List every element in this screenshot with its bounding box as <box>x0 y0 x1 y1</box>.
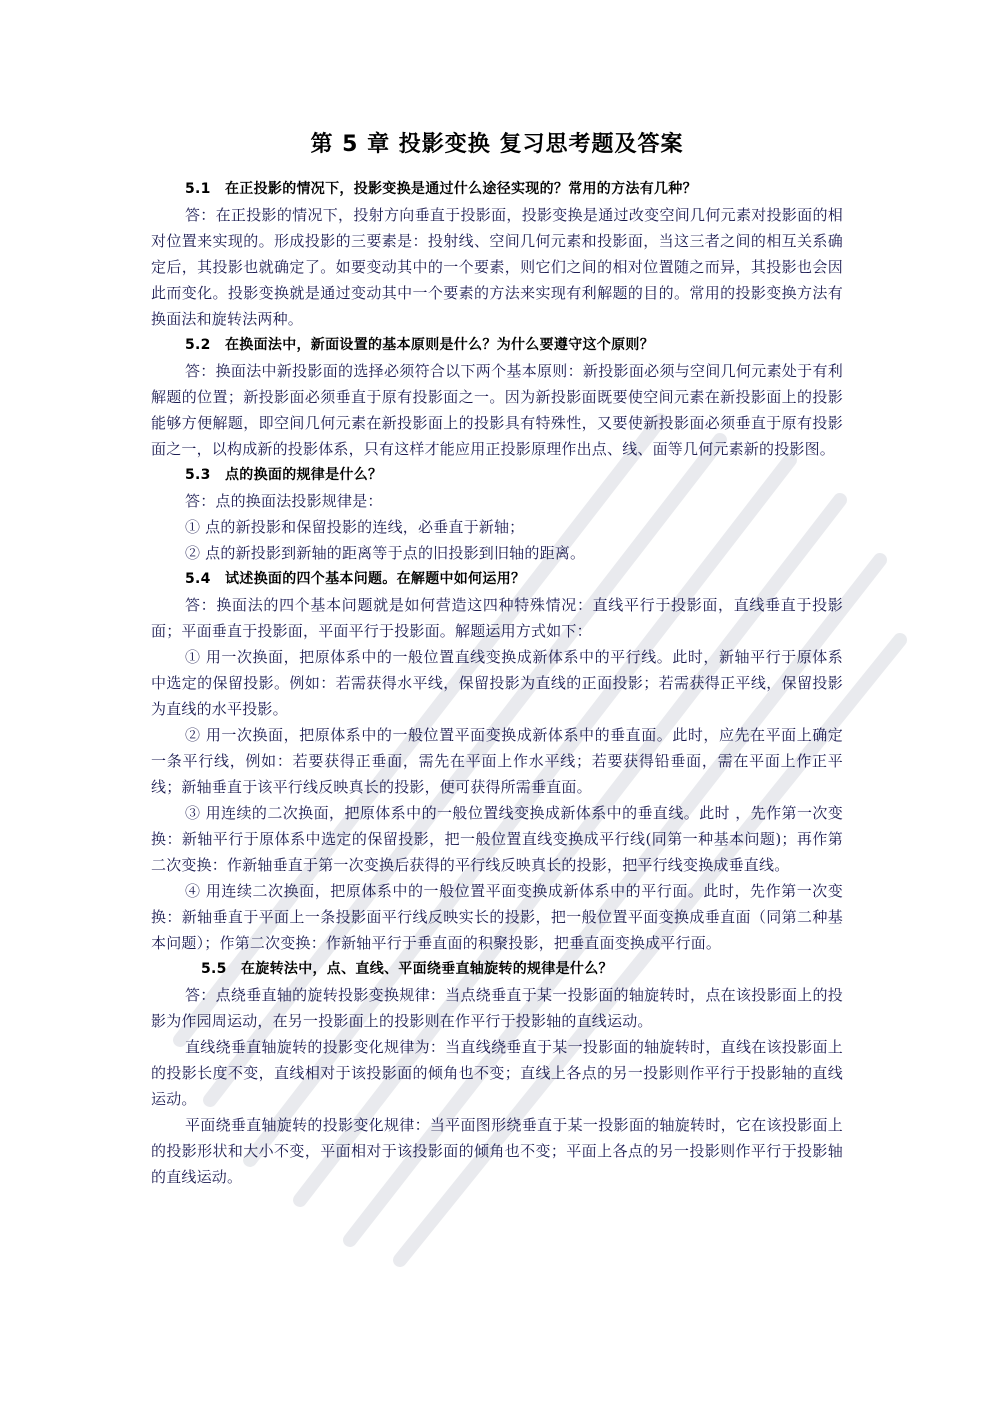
answer-list-item: ② 用一次换面，把原体系中的一般位置平面变换成新体系中的垂直面。此时，应先在平面上确定一条平行线，例如：若要获得正垂面，需先在平面上作水平线；若要获得铅垂面，需在平面上作正平线；新轴垂直于该平行线反映真长的投影，便可获得所需垂直面。 <box>151 726 843 796</box>
answer-paragraph: 答：点绕垂直轴的旋转投影变换规律：当点绕垂直于某一投影面的轴旋转时，点在该投影面上的投影为作园周运动，在另一投影面上的投影则在作平行于投影轴的直线运动。 <box>151 986 843 1030</box>
section-5-2 <box>151 332 843 462</box>
section-5-4 <box>151 566 843 956</box>
answer-paragraph: 答：换面法的四个基本问题就是如何营造这四种特殊情况：直线平行于投影面，直线垂直于投影面；平面垂直于投影面，平面平行于投影面。解题运用方式如下： <box>151 596 843 640</box>
question-heading: 5.3 点的换面的规律是什么？ <box>185 467 383 483</box>
question-heading: 5.1 在正投影的情况下，投影变换是通过什么途径实现的？常用的方法有几种？ <box>185 181 697 197</box>
question-heading: 5.2 在换面法中，新面设置的基本原则是什么？为什么要遵守这个原则？ <box>185 337 654 353</box>
answer-list-item: ① 用一次换面，把原体系中的一般位置直线变换成新体系中的平行线。此时，新轴平行于原体系中选定的保留投影。例如：若需获得水平线，保留投影为直线的正面投影；若需获得正平线，保留投影为直线的水平投影。 <box>151 648 843 718</box>
section-5-3 <box>151 462 843 566</box>
page-title: 第 5 章 投影变换 复习思考题及答案 <box>310 132 684 157</box>
answer-paragraph: 平面绕垂直轴旋转的投影变化规律：当平面图形绕垂直于某一投影面的轴旋转时，它在该投影面上的投影形状和大小不变，平面相对于该投影面的倾角也不变；平面上各点的另一投影则作平行于投影轴的直线运动。 <box>151 1116 843 1186</box>
document-page <box>151 128 843 1190</box>
answer-list-item: ② 点的新投影到新轴的距离等于点的旧投影到旧轴的距离。 <box>185 544 586 562</box>
question-heading: 5.5 在旋转法中，点、直线、平面绕垂直轴旋转的规律是什么？ <box>201 961 613 977</box>
answer-list-item: ③ 用连续的二次换面，把原体系中的一般位置线变换成新体系中的垂直线。此时 ，先作第一次变换：新轴平行于原体系中选定的保留投影，把一般位置直线变换成平行线(同第一种基本问题)；再作第二次变换：作新轴垂直于第一次变换后获得的平行线反映真长的投影，把平行线变换成垂直线。 <box>151 804 843 874</box>
section-5-5 <box>151 956 843 1190</box>
answer-paragraph: 答：点的换面法投影规律是： <box>185 492 383 510</box>
answer-list-item: ④ 用连续二次换面，把原体系中的一般位置平面变换成新体系中的平行面。此时，先作第一次变换：新轴垂直于平面上一条投影面平行线反映实长的投影，把一般位置平面变换成垂直面（同第二种基本问题）；作第二次变换：作新轴平行于垂直面的积聚投影，把垂直面变换成平行面。 <box>151 882 843 952</box>
answer-paragraph: 答：在正投影的情况下，投射方向垂直于投影面，投影变换是通过改变空间几何元素对投影面的相对位置来实现的。形成投影的三要素是：投射线、空间几何元素和投影面，当这三者之间的相互关系确定后，其投影也就确定了。如要变动其中的一个要素，则它们之间的相对位置随之而异，其投影也会因此而变化。投影变换就是通过变动其中一个要素的方法来实现有利解题的目的。常用的投影变换方法有换面法和旋转法两种。 <box>151 206 843 328</box>
answer-paragraph: 答：换面法中新投影面的选择必须符合以下两个基本原则：新投影面必须与空间几何元素处于有利解题的位置；新投影面必须垂直于原有投影面之一。因为新投影面既要使空间元素在新投影面上的投影能够方便解题，即空间几何元素在新投影面上的投影具有特殊性，又要使新投影面必须垂直于原有投影面之一，以构成新的投影体系，只有这样才能应用正投影原理作出点、线、面等几何元素新的投影图。 <box>151 362 843 458</box>
question-heading: 5.4 试述换面的四个基本问题。在解题中如何运用？ <box>185 571 526 587</box>
answer-list-item: ① 点的新投影和保留投影的连线，必垂直于新轴； <box>185 518 525 536</box>
section-5-1 <box>151 176 843 332</box>
answer-paragraph: 直线绕垂直轴旋转的投影变化规律为：当直线绕垂直于某一投影面的轴旋转时，直线在该投影面上的投影长度不变，直线相对于该投影面的倾角也不变；直线上各点的另一投影则作平行于投影轴的直线运动。 <box>151 1038 843 1108</box>
